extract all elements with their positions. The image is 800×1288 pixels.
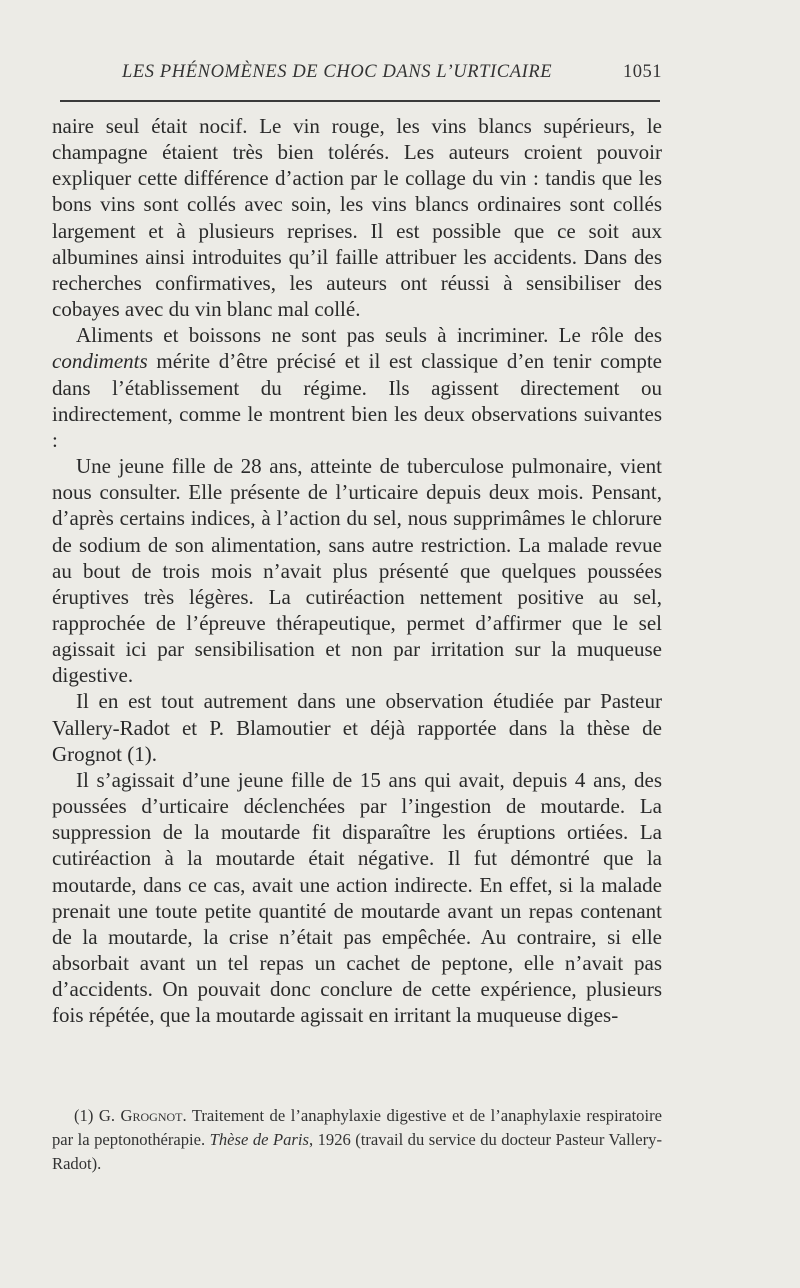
running-title: LES PHÉNOMÈNES DE CHOC DANS L’URTICAIRE [122,62,553,82]
page-header [52,62,662,92]
footnote-text: . Traitement de l’anaphylaxie digestive et de l’anaphylaxie respiratoire par la peptonothérapie. [52,1106,662,1149]
footnote-title: Thèse de Paris [209,1130,309,1149]
footnote-1 [52,1104,662,1176]
paragraph-observation-mustard: Il s’agissait d’une jeune fille de 15 ans qui avait, depuis 4 ans, des poussées d’urticaire déclenchées par l’ingestion de moutarde. La suppression de la moutarde fit disparaître les éruptions ortiées. La cutiréaction à la moutarde était négative. Il fut démontré que la moutarde, dans ce cas, avait une action indirecte. En effet, si la malade prenait une toute petite quantité de moutarde avant un repas contenant de la moutarde, la crise n’était pas empêchée. Au contraire, si elle absorbait avant un tel repas un cachet de peptone, elle n’avait pas d’accidents. On pouvait donc conclure de cette expérience, plusieurs fois répétée, que la moutarde agissait en irritant la muqueuse diges- [52,767,662,1028]
footnote-author: Grognot [120,1106,183,1125]
paragraph-observation-intro: Il en est tout autrement dans une observation étudiée par Pasteur Vallery-Radot et P. Blamoutier et déjà rapportée dans la thèse de Grognot (1). [52,689,662,766]
paragraph-observation-salt: Une jeune fille de 28 ans, atteinte de tuberculose pulmonaire, vient nous consulter. Elle présente de l’urticaire depuis deux mois. Pensant, d’après certains indices, à l’action du sel, nous supprimâmes le chlorure de sodium de son alimentation, sans autre restriction. La malade revue au bout de trois mois n’avait plus présenté que quelques poussées éruptives très légères. La cutiréaction nettement positive au sel, rapprochée de l’épreuve thérapeutique, permet d’affirmer que le sel agissait ici par sensibilisation et non par irritation sur la muqueuse digestive. [52,454,662,688]
paragraph-continued: naire seul était nocif. Le vin rouge, les vins blancs supérieurs, le champagne étaient très bien tolérés. Les auteurs croient pouvoir expliquer cette différence d’action par le collage du vin : tandis que les bons vins sont collés avec soin, les vins blancs ordinaires sont collés largement et à plusieurs reprises. Il est possible que ce soit aux albumines ainsi introduites qu’il faille attribuer les accidents. Dans des recherches confirmatives, les auteurs ont réussi à sensibiliser des cobayes avec du vin blanc mal collé. [52,114,662,322]
paragraph-text: mérite d’être précisé et il est classique d’en tenir compte dans l’établissement du régime. Ils agissent directement ou indirectement, comme le montrent bien les deux observations suivantes : [52,349,662,452]
main-text [52,113,662,1028]
emphasis-condiments: condiments [52,349,148,374]
paragraph-text: Aliments et boissons ne sont pas seuls à incriminer. Le rôle des [76,323,662,348]
header-rule [60,100,660,102]
footnote-marker: (1) G. [74,1106,121,1125]
paragraph-condiments [52,322,662,453]
footnotes [52,1104,662,1176]
footnote-text: , 1926 (travail du service du docteur Pasteur Vallery-Radot). [52,1130,662,1173]
page-number: 1051 [623,62,662,82]
